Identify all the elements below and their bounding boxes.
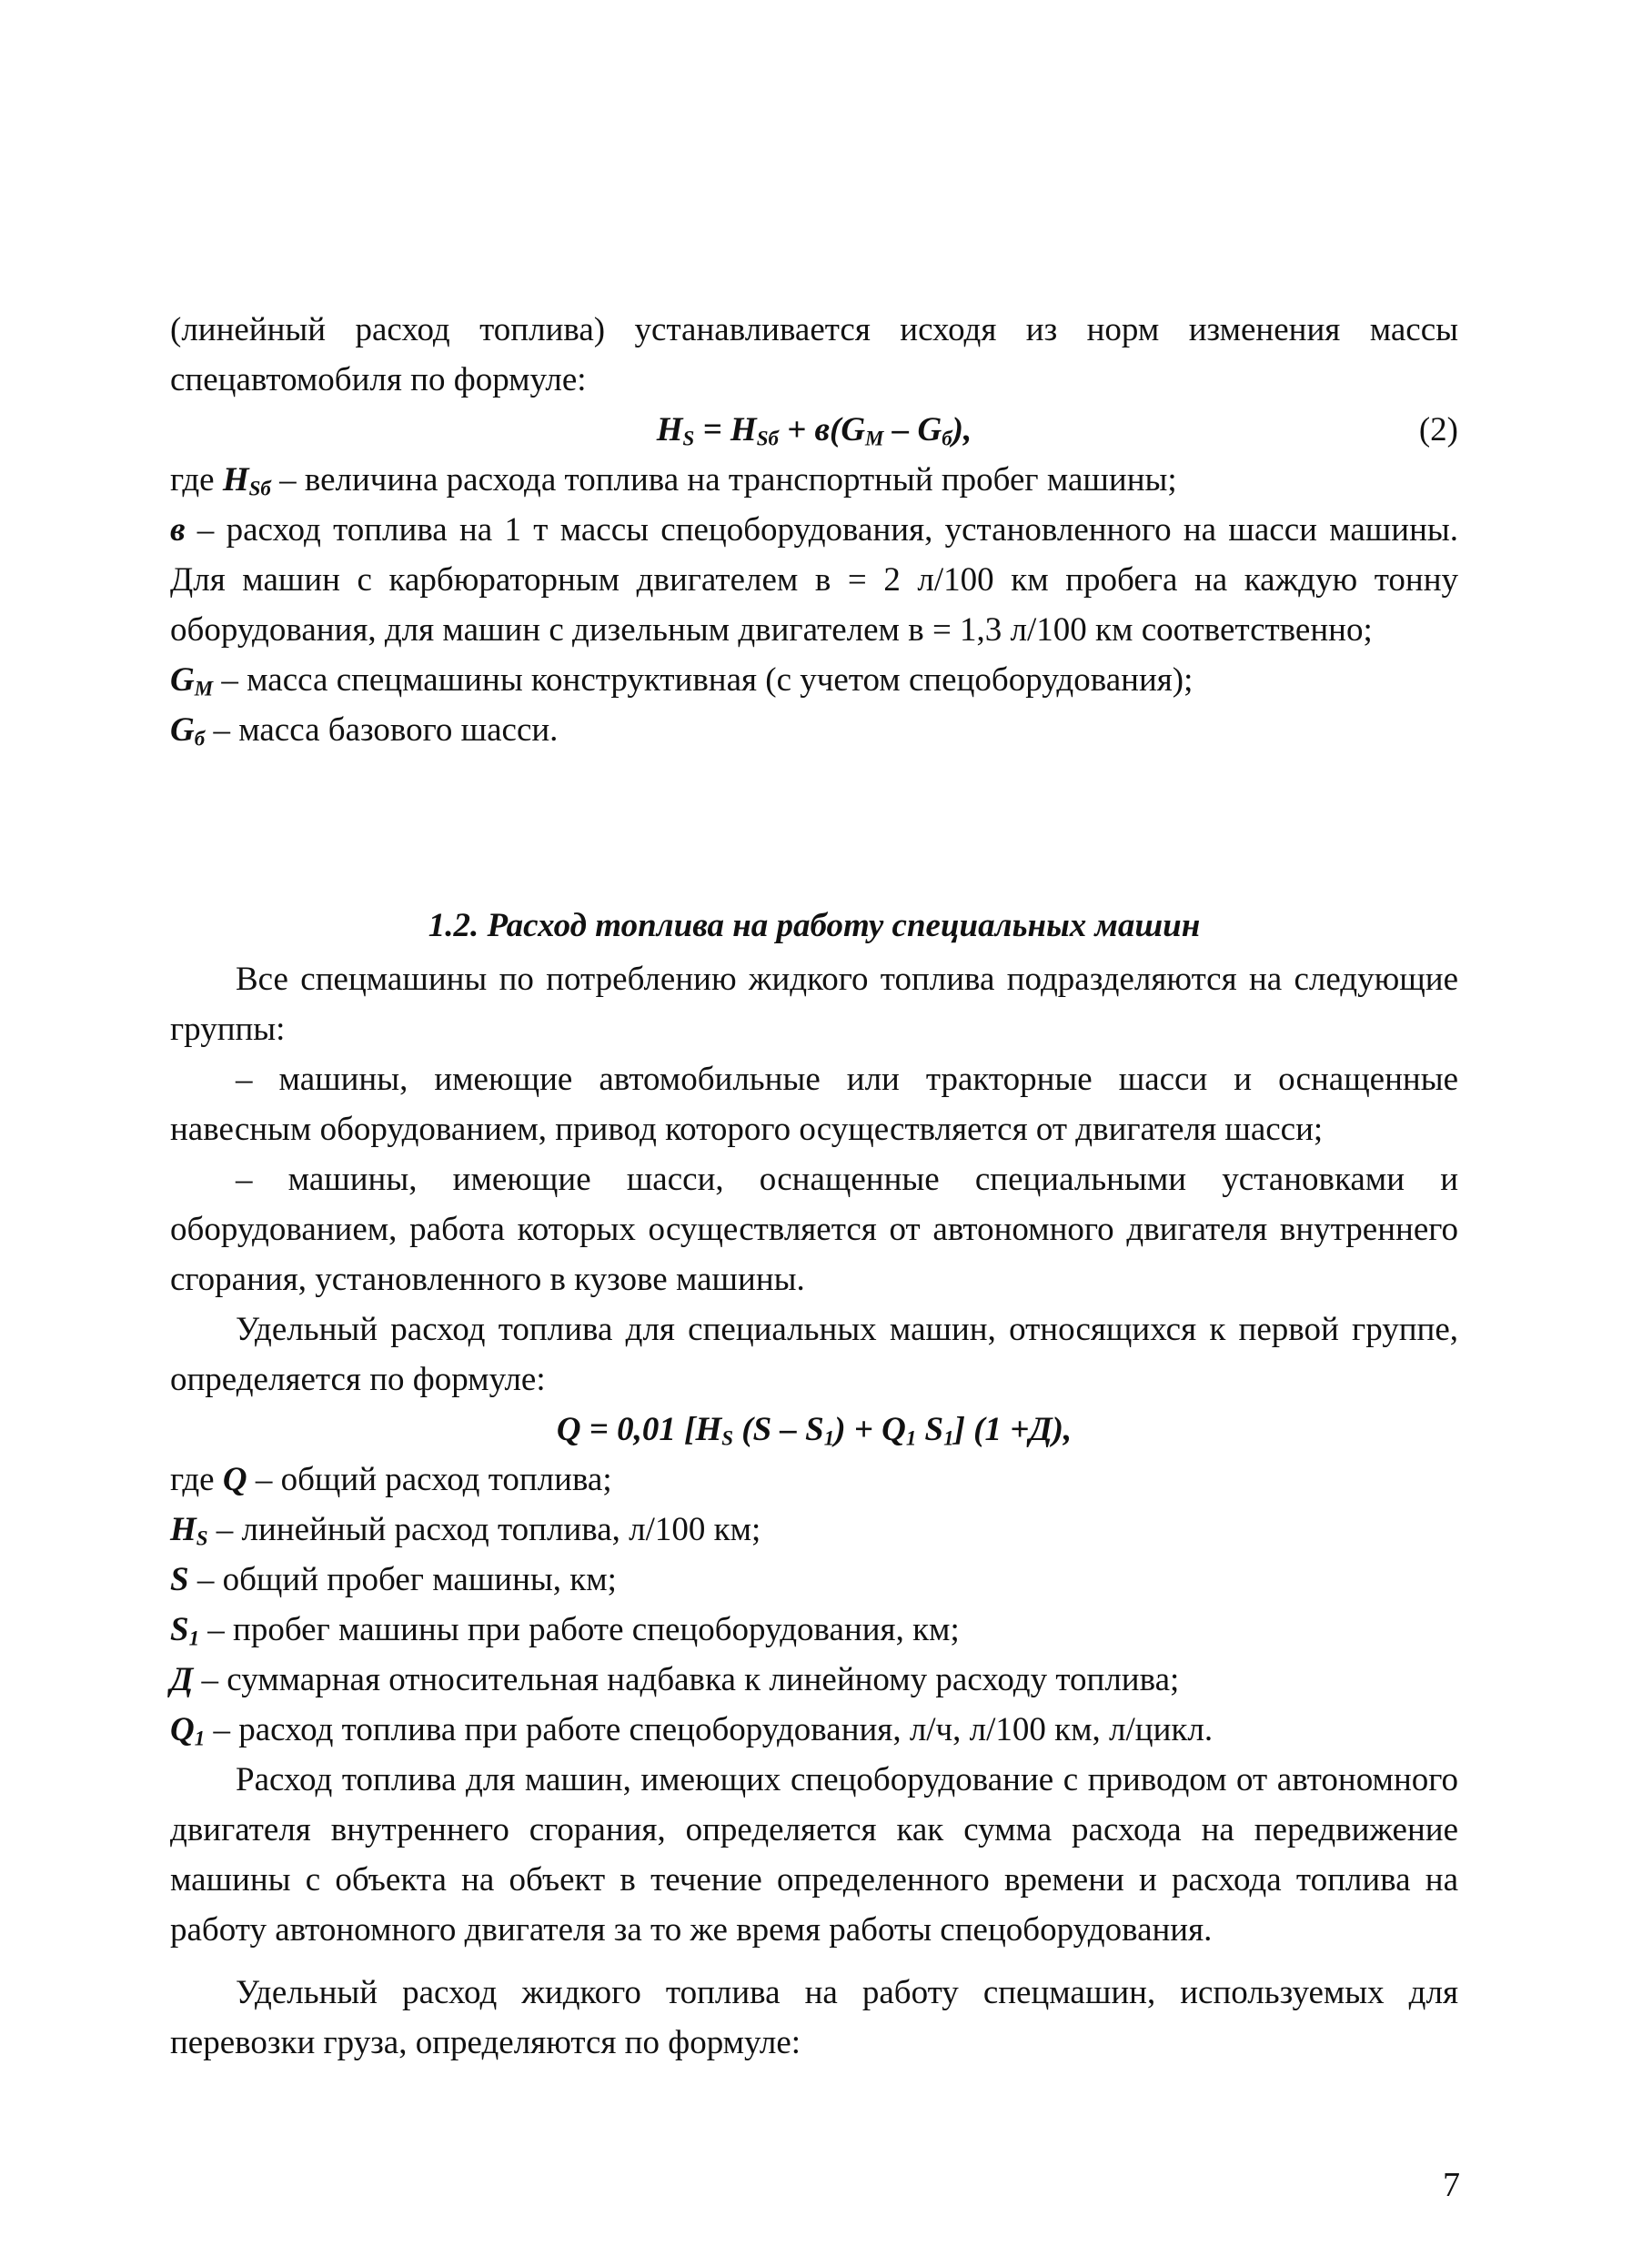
paragraph-autonomous-engine: Расход топлива для машин, имеющих спецоборудование с приводом от автономного двигателя внутреннего сгорания, определяется как сумма расхода на передвижение машины с объекта на объект в течение определенного времени и расхода топлива на работу автономного двигателя за то же время работы спецоборудования. bbox=[170, 1761, 1458, 1949]
page-number: 7 bbox=[1443, 2166, 1460, 2204]
list-item-group-2: – машины, имеющие шасси, оснащенные специальными установками и оборудованием, работа которых осуществляется от автономного двигателя внутреннего сгорания, установленного в кузове машины. bbox=[170, 1161, 1458, 1298]
definition-hsb: где $H_{Sб}$ – величина расхода топлива на транспортный пробег машины; bbox=[170, 461, 1177, 500]
definition-s: S – общий пробег машины, км; bbox=[170, 1561, 617, 1598]
definition-v: в – расход топлива на 1 т массы спецоборудования, установленного на шасси машины. Для машин с карбюраторным двигателем в = 2 л/100 км пробега на каждую тонну оборудования, для машин с дизельным двигателем в = 1,3 л/100 км соответственно; bbox=[170, 511, 1458, 649]
paragraph-linear-consumption: (линейный расход топлива) устанавливается исходя из норм изменения массы спецавтомобиля по формуле: bbox=[170, 311, 1458, 398]
definition-hs: $H_S$ – линейный расход топлива, л/100 км; bbox=[170, 1511, 761, 1550]
definition-gb: $G_б$ – масса базового шасси. bbox=[170, 711, 559, 750]
section-special-machines bbox=[170, 901, 1458, 2068]
definition-q1: $Q_1$ – расход топлива при работе спецоборудования, л/ч, л/100 км, л/цикл. bbox=[170, 1711, 1214, 1750]
paragraph-groups-intro: Все спецмашины по потреблению жидкого топлива подразделяются на следующие группы: bbox=[170, 961, 1458, 1048]
definition-gm: $G_M$ – масса спецмашины конструктивная (с учетом спецоборудования); bbox=[170, 661, 1194, 700]
definition-q: где Q – общий расход топлива; bbox=[170, 1461, 612, 1498]
paragraph-specific-consumption: Удельный расход топлива для специальных машин, относящихся к первой группе, определяется по формуле: bbox=[170, 1311, 1458, 1398]
definition-s1: $S_1$ – пробег машины при работе спецоборудования, км; bbox=[170, 1611, 960, 1650]
formula-number: (2) bbox=[1418, 411, 1458, 448]
list-item-group-1: – машины, имеющие автомобильные или тракторные шасси и оснащенные навесным оборудованием, привод которого осуществляется от двигателя шасси; bbox=[170, 1061, 1458, 1148]
top-text-block bbox=[170, 305, 1458, 755]
paragraph-cargo-machines: Удельный расход жидкого топлива на работу спецмашин, используемых для перевозки груза, определяются по формуле: bbox=[170, 1974, 1458, 2061]
formula-q: Q = 0,01 [$H_S$ $(S - S_1) + Q_1$ $S_1$] (1 +Д), bbox=[556, 1411, 1073, 1450]
section-heading: 1.2. Расход топлива на работу специальных машин bbox=[428, 907, 1201, 944]
definition-d: Д – суммарная относительная надбавка к линейному расходу топлива; bbox=[170, 1661, 1180, 1698]
formula-hs: $H_S = H_{Sб} + в(G_M - G_б)$, (2) bbox=[170, 405, 1458, 455]
